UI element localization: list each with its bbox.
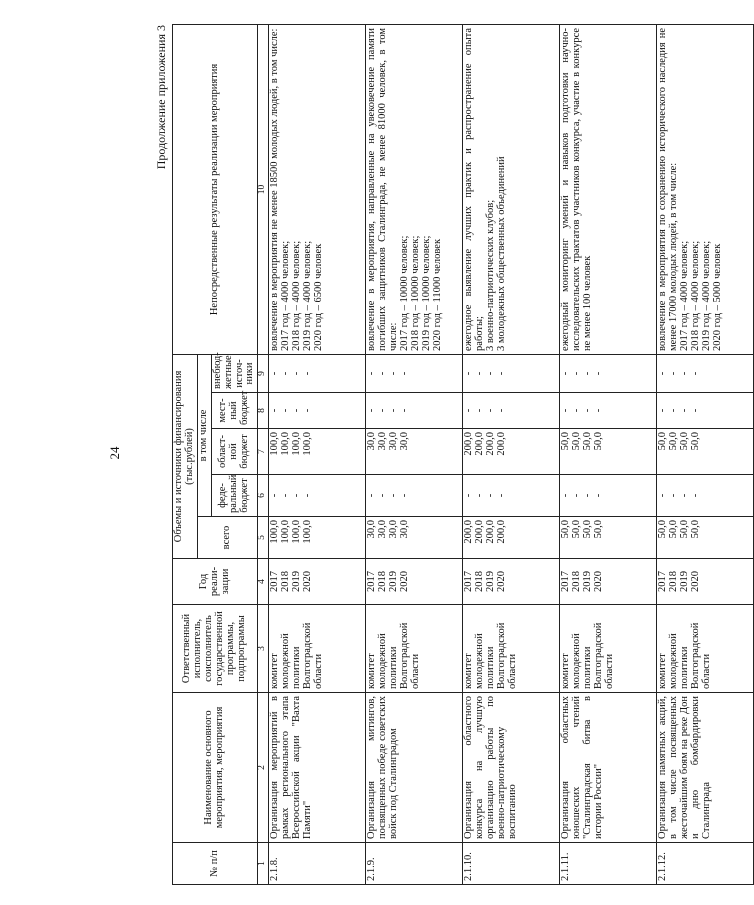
result-line: 2018 год – 4000 человек;	[689, 240, 701, 351]
local-amount-line: -	[571, 408, 583, 413]
local-amount	[560, 393, 657, 429]
header-result: Непосредственные результаты реализации мероприятия	[173, 24, 258, 354]
regional-amount-line: 30,0	[388, 432, 400, 451]
years-line: 2018	[668, 571, 680, 592]
local-amount-line: -	[280, 408, 292, 413]
executor: комитет молодежной политики Волгоградской области	[269, 605, 366, 693]
years-line: 2017	[560, 571, 572, 592]
regional-amount-line: 200,0	[485, 432, 497, 456]
result-line: ежегодное выявление лучших практик и распространение опыта работы;	[463, 27, 486, 351]
federal-amount-line: -	[571, 493, 583, 498]
federal-amount-line: -	[592, 493, 604, 498]
total-amount-line: 50,0	[668, 520, 680, 539]
extra-amount-line: -	[388, 371, 400, 376]
total-amount-line: 100,0	[291, 520, 303, 544]
local-amount-line: -	[679, 408, 691, 413]
result-line: 2017 год – 4000 человек;	[280, 240, 292, 351]
local-amount	[657, 393, 754, 429]
regional-amount-line: 100,0	[269, 432, 281, 456]
result-line: 2019 год – 10000 человек;	[420, 235, 432, 351]
total-amount-line: 50,0	[592, 520, 604, 539]
column-number-row	[258, 24, 269, 884]
regional-amount-line: 30,0	[366, 432, 378, 451]
regional-amount	[657, 429, 754, 475]
extra-amount	[269, 354, 366, 392]
header-no: № п/п	[173, 843, 258, 885]
column-number: 2	[258, 693, 269, 843]
federal-amount-line: -	[689, 493, 701, 498]
header-extra: внебюд-жетные источ-ники	[211, 354, 258, 392]
extra-amount-line: -	[366, 371, 378, 376]
federal-amount-line: -	[366, 493, 378, 498]
years-line: 2020	[689, 571, 701, 592]
federal-amount-line: -	[301, 493, 313, 498]
years	[560, 559, 657, 605]
local-amount	[269, 393, 366, 429]
years-line: 2020	[301, 571, 313, 592]
row-number: 2.1.11.	[560, 843, 657, 885]
total-amount-line: 50,0	[689, 520, 701, 539]
total-amount-line: 200,0	[463, 520, 475, 544]
total-amount-line: 30,0	[398, 520, 410, 539]
years-line: 2019	[291, 571, 303, 592]
result-line: ежегодный мониторинг умений и навыков подготовки научно-исследовательских трактатов участников конкурса, участие в конкурсе не менее 100 человек	[560, 27, 594, 351]
result-line: 2018 год – 4000 человек;	[291, 240, 303, 351]
extra-amount-line: -	[280, 371, 292, 376]
result	[366, 24, 463, 354]
activity-name: Организация областных юношеских чтений "Сталинградская битва в истории России"	[560, 693, 657, 843]
header-name: Наименование основного мероприятия, мероприятия	[173, 693, 258, 843]
extra-amount-line: -	[269, 371, 281, 376]
years	[366, 559, 463, 605]
regional-amount	[366, 429, 463, 475]
header-executor: Ответственный исполнитель, соисполнитель государственной программы, подпрограммы	[173, 605, 258, 693]
extra-amount-line: -	[301, 371, 313, 376]
result-line: 2019 год – 4000 человек;	[301, 240, 313, 351]
federal-amount-line: -	[280, 493, 292, 498]
local-amount-line: -	[291, 408, 303, 413]
local-amount-line: -	[657, 408, 669, 413]
executor: комитет молодежной политики Волгоградской области	[463, 605, 560, 693]
total-amount	[463, 517, 560, 559]
years-line: 2019	[388, 571, 400, 592]
table-row	[657, 24, 754, 884]
row-number: 2.1.9.	[366, 843, 463, 885]
header-incl: в том числе	[197, 354, 211, 516]
total-amount-line: 50,0	[582, 520, 594, 539]
years-line: 2017	[269, 571, 281, 592]
federal-amount-line: -	[582, 493, 594, 498]
regional-amount	[269, 429, 366, 475]
federal-amount-line: -	[463, 493, 475, 498]
local-amount-line: -	[582, 408, 594, 413]
local-amount-line: -	[269, 408, 281, 413]
total-amount-line: 30,0	[377, 520, 389, 539]
appendix-caption: Продолжение приложения 3	[154, 25, 168, 170]
row-number: 2.1.8.	[269, 843, 366, 885]
total-amount-line: 50,0	[571, 520, 583, 539]
column-number: 8	[258, 393, 269, 429]
result	[463, 24, 560, 354]
result	[269, 24, 366, 354]
years-line: 2018	[377, 571, 389, 592]
years	[269, 559, 366, 605]
regional-amount-line: 100,0	[291, 432, 303, 456]
federal-amount-line: -	[291, 493, 303, 498]
total-amount	[366, 517, 463, 559]
total-amount-line: 30,0	[366, 520, 378, 539]
federal-amount-line: -	[398, 493, 410, 498]
local-amount-line: -	[560, 408, 572, 413]
column-number: 3	[258, 605, 269, 693]
years-line: 2018	[474, 571, 486, 592]
extra-amount-line: -	[560, 371, 572, 376]
local-amount-line: -	[377, 408, 389, 413]
federal-amount-line: -	[668, 493, 680, 498]
federal-amount-line: -	[560, 493, 572, 498]
extra-amount	[560, 354, 657, 392]
regional-amount-line: 200,0	[474, 432, 486, 456]
extra-amount-line: -	[377, 371, 389, 376]
total-amount-line: 50,0	[679, 520, 691, 539]
result-line: 3 молодежных общественных объединений	[495, 156, 507, 351]
column-number: 10	[258, 24, 269, 354]
federal-amount	[463, 475, 560, 517]
total-amount	[560, 517, 657, 559]
regional-amount-line: 50,0	[689, 432, 701, 451]
executor: комитет молодежной политики Волгоградской области	[657, 605, 754, 693]
years-line: 2020	[592, 571, 604, 592]
result-line: 2017 год – 4000 человек;	[679, 240, 691, 351]
row-number: 2.1.10.	[463, 843, 560, 885]
federal-amount-line: -	[495, 493, 507, 498]
result-line: 2020 год – 6500 человек	[312, 243, 324, 351]
local-amount	[463, 393, 560, 429]
extra-amount-line: -	[485, 371, 497, 376]
total-amount-line: 200,0	[474, 520, 486, 544]
regional-amount	[560, 429, 657, 475]
years	[657, 559, 754, 605]
executor: комитет молодежной политики Волгоградской области	[366, 605, 463, 693]
header-year: Год реали-зации	[173, 559, 258, 605]
years-line: 2020	[398, 571, 410, 592]
result-line: вовлечение в мероприятия, направленные на увековечение памяти погибших защитников Сталинграда, не менее 81000 человек, в том числе:	[366, 27, 400, 351]
extra-amount-line: -	[474, 371, 486, 376]
result-line: вовлечение в мероприятия по сохранению исторического наследия не менее 17000 молодых людей, в том числе:	[657, 27, 680, 351]
local-amount-line: -	[689, 408, 701, 413]
local-amount-line: -	[495, 408, 507, 413]
federal-amount-line: -	[657, 493, 669, 498]
total-amount	[657, 517, 754, 559]
local-amount-line: -	[463, 408, 475, 413]
extra-amount	[366, 354, 463, 392]
regional-amount-line: 100,0	[301, 432, 313, 456]
column-number: 1	[258, 843, 269, 885]
total-amount-line: 200,0	[485, 520, 497, 544]
regional-amount-line: 50,0	[679, 432, 691, 451]
regional-amount-line: 30,0	[377, 432, 389, 451]
years-line: 2020	[495, 571, 507, 592]
federal-amount	[269, 475, 366, 517]
local-amount-line: -	[366, 408, 378, 413]
local-amount-line: -	[592, 408, 604, 413]
federal-amount-line: -	[388, 493, 400, 498]
activity-name: Организация митингов, посвященных победе советских войск под Сталинградом	[366, 693, 463, 843]
extra-amount-line: -	[668, 371, 680, 376]
federal-amount	[366, 475, 463, 517]
rotated-page-content	[152, 25, 723, 885]
table-row	[269, 24, 366, 884]
years-line: 2019	[582, 571, 594, 592]
program-activities-table	[172, 24, 754, 885]
extra-amount-line: -	[463, 371, 475, 376]
table-row	[366, 24, 463, 884]
years-line: 2017	[463, 571, 475, 592]
extra-amount-line: -	[582, 371, 594, 376]
header-total: всего	[197, 517, 258, 559]
federal-amount-line: -	[377, 493, 389, 498]
column-number: 5	[258, 517, 269, 559]
extra-amount-line: -	[679, 371, 691, 376]
row-number: 2.1.12.	[657, 843, 754, 885]
result-line: 2018 год – 10000 человек;	[409, 235, 421, 351]
header-regional: област-ной бюджет	[211, 429, 258, 475]
extra-amount-line: -	[657, 371, 669, 376]
extra-amount-line: -	[291, 371, 303, 376]
regional-amount-line: 200,0	[463, 432, 475, 456]
federal-amount-line: -	[269, 493, 281, 498]
activity-name: Организация памятных акций, в том числе посвященных жесточайшим боям на реке Дон и дню бомбардировки Сталинграда	[657, 693, 754, 843]
regional-amount	[463, 429, 560, 475]
federal-amount	[560, 475, 657, 517]
result	[657, 24, 754, 354]
extra-amount-line: -	[689, 371, 701, 376]
extra-amount-line: -	[398, 371, 410, 376]
extra-amount-line: -	[495, 371, 507, 376]
regional-amount-line: 50,0	[560, 432, 572, 451]
local-amount-line: -	[485, 408, 497, 413]
local-amount-line: -	[668, 408, 680, 413]
regional-amount-line: 50,0	[657, 432, 669, 451]
column-number: 9	[258, 354, 269, 392]
regional-amount-line: 50,0	[571, 432, 583, 451]
result-line: 2020 год – 11000 человек	[431, 238, 443, 351]
extra-amount	[657, 354, 754, 392]
result-line: 2020 год – 5000 человек	[711, 243, 723, 351]
total-amount-line: 50,0	[560, 520, 572, 539]
header-funding: Объемы и источники финансирования (тыс.рублей)	[173, 354, 198, 558]
total-amount-line: 50,0	[657, 520, 669, 539]
federal-amount-line: -	[485, 493, 497, 498]
years-line: 2018	[280, 571, 292, 592]
table-row	[463, 24, 560, 884]
result-line: 2017 год – 10000 человек;	[398, 235, 410, 351]
column-number: 7	[258, 429, 269, 475]
local-amount	[366, 393, 463, 429]
total-amount-line: 100,0	[280, 520, 292, 544]
local-amount-line: -	[474, 408, 486, 413]
years-line: 2017	[657, 571, 669, 592]
page-number: 24	[107, 446, 122, 460]
federal-amount-line: -	[679, 493, 691, 498]
total-amount-line: 30,0	[388, 520, 400, 539]
regional-amount-line: 30,0	[398, 432, 410, 451]
regional-amount-line: 50,0	[582, 432, 594, 451]
local-amount-line: -	[398, 408, 410, 413]
activity-name: Организация мероприятий в рамках регионального этапа Всероссийской акции "Вахта Памяти"	[269, 693, 366, 843]
federal-amount-line: -	[474, 493, 486, 498]
extra-amount-line: -	[592, 371, 604, 376]
total-amount	[269, 517, 366, 559]
years-line: 2019	[679, 571, 691, 592]
federal-amount	[657, 475, 754, 517]
activity-name: Организация областного конкурса на лучшую организацию работы по военно-патриотическому воспитанию	[463, 693, 560, 843]
regional-amount-line: 50,0	[592, 432, 604, 451]
extra-amount	[463, 354, 560, 392]
column-number: 4	[258, 559, 269, 605]
header-local: мест-ный бюджет	[211, 393, 258, 429]
result-line: 3 военно-патриотических клубов;	[485, 199, 497, 351]
years-line: 2017	[366, 571, 378, 592]
years	[463, 559, 560, 605]
result	[560, 24, 657, 354]
result-line: вовлечение в мероприятия не менее 18500 молодых людей, в том числе:	[269, 28, 281, 351]
total-amount-line: 200,0	[495, 520, 507, 544]
local-amount-line: -	[388, 408, 400, 413]
total-amount-line: 100,0	[301, 520, 313, 544]
regional-amount-line: 50,0	[668, 432, 680, 451]
regional-amount-line: 200,0	[495, 432, 507, 456]
column-number: 6	[258, 475, 269, 517]
extra-amount-line: -	[571, 371, 583, 376]
years-line: 2019	[485, 571, 497, 592]
header-federal: феде-ральный бюджет	[211, 475, 258, 517]
regional-amount-line: 100,0	[280, 432, 292, 456]
executor: комитет молодежной политики Волгоградской области	[560, 605, 657, 693]
local-amount-line: -	[301, 408, 313, 413]
result-line: 2019 год – 4000 человек;	[700, 240, 712, 351]
total-amount-line: 100,0	[269, 520, 281, 544]
years-line: 2018	[571, 571, 583, 592]
table-row	[560, 24, 657, 884]
